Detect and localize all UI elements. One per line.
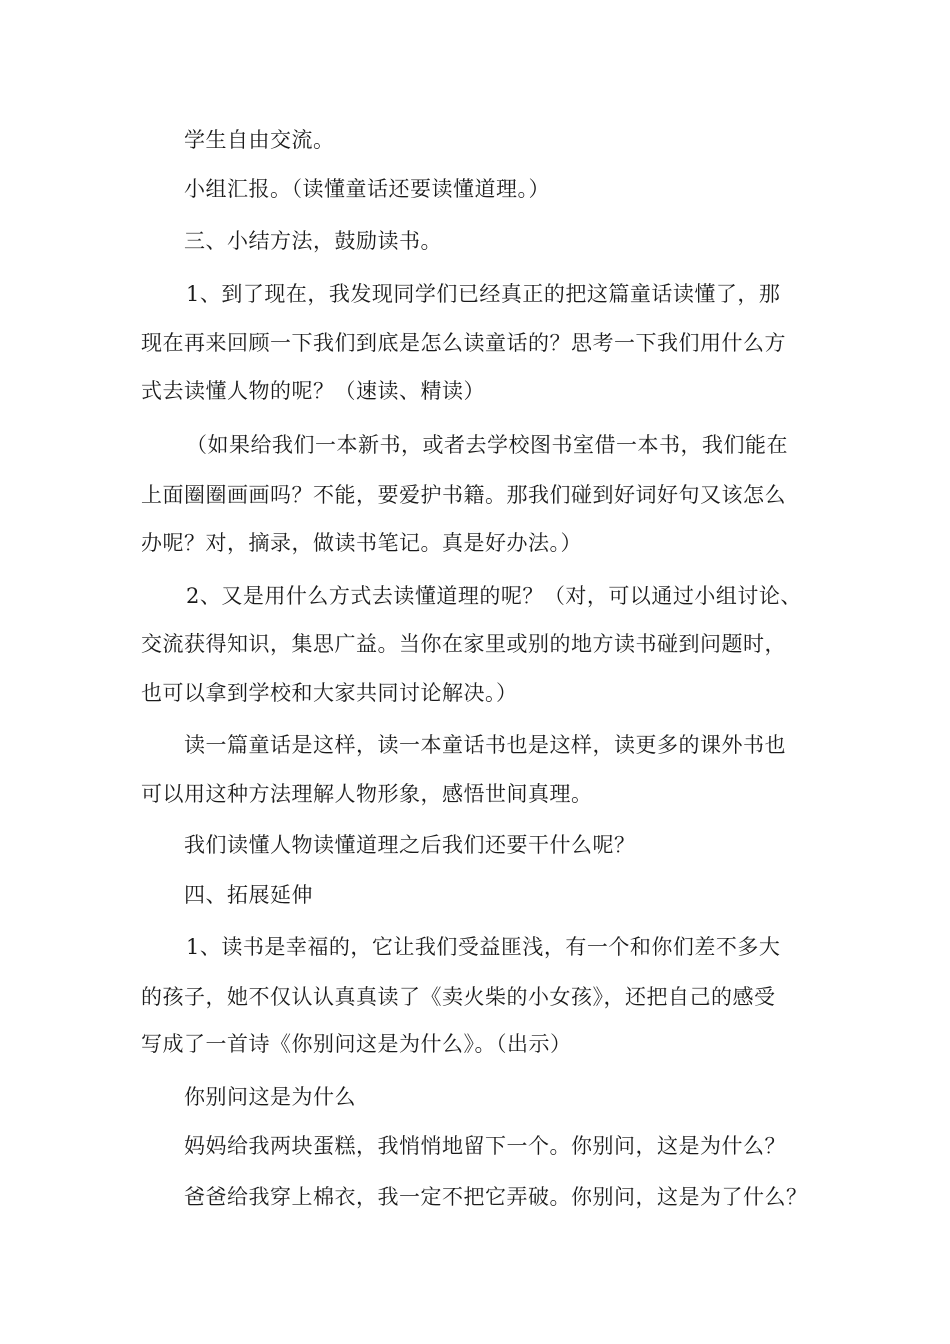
poem-line: 爸爸给我穿上棉衣，我一定不把它弄破。你别问，这是为了什么？ <box>184 1185 808 1209</box>
paragraph-line: 的孩子，她不仅认认真真读了《卖火柴的小女孩》，还把自己的感受 <box>141 985 776 1009</box>
paragraph-line: 上面圈圈画画吗？不能，要爱护书籍。那我们碰到好词好句又该怎么 <box>141 483 786 507</box>
paragraph-line: 交流获得知识，集思广益。当你在家里或别的地方读书碰到问题时， <box>141 632 786 656</box>
paragraph-line: 办呢？对，摘录，做读书笔记。真是好办法。） <box>141 531 582 555</box>
paragraph-line: 也可以拿到学校和大家共同讨论解决。） <box>141 681 518 705</box>
section-heading: 四、拓展延伸 <box>184 883 313 907</box>
paragraph-line: 学生自由交流。 <box>184 128 335 152</box>
paragraph-line: 1、读书是幸福的，它让我们受益匪浅，有一个和你们差不多大 <box>186 935 781 959</box>
paragraph-line: 现在再来回顾一下我们到底是怎么读童话的？思考一下我们用什么方 <box>141 331 786 355</box>
poem-line: 妈妈给我两块蛋糕，我悄悄地留下一个。你别问，这是为什么？ <box>184 1134 786 1158</box>
poem-title: 你别问这是为什么 <box>184 1085 356 1109</box>
paragraph-line: 读一篇童话是这样，读一本童话书也是这样，读更多的课外书也 <box>184 733 786 757</box>
paragraph-line: 1、到了现在，我发现同学们已经真正的把这篇童话读懂了，那 <box>186 282 781 306</box>
paragraph-line: （如果给我们一本新书，或者去学校图书室借一本书，我们能在 <box>186 433 788 457</box>
paragraph-line: 2、又是用什么方式去读懂道理的呢？（对，可以通过小组讨论、 <box>186 584 802 608</box>
paragraph-line: 我们读懂人物读懂道理之后我们还要干什么呢？ <box>184 833 636 857</box>
paragraph-line: 小组汇报。（读懂童话还要读懂道理。） <box>184 177 550 201</box>
paragraph-line: 写成了一首诗《你别问这是为什么》。（出示） <box>141 1032 572 1056</box>
section-heading: 三、小结方法，鼓励读书。 <box>184 229 442 253</box>
paragraph-line: 可以用这种方法理解人物形象，感悟世间真理。 <box>141 782 593 806</box>
paragraph-line: 式去读懂人物的呢？（速读、精读） <box>141 379 485 403</box>
